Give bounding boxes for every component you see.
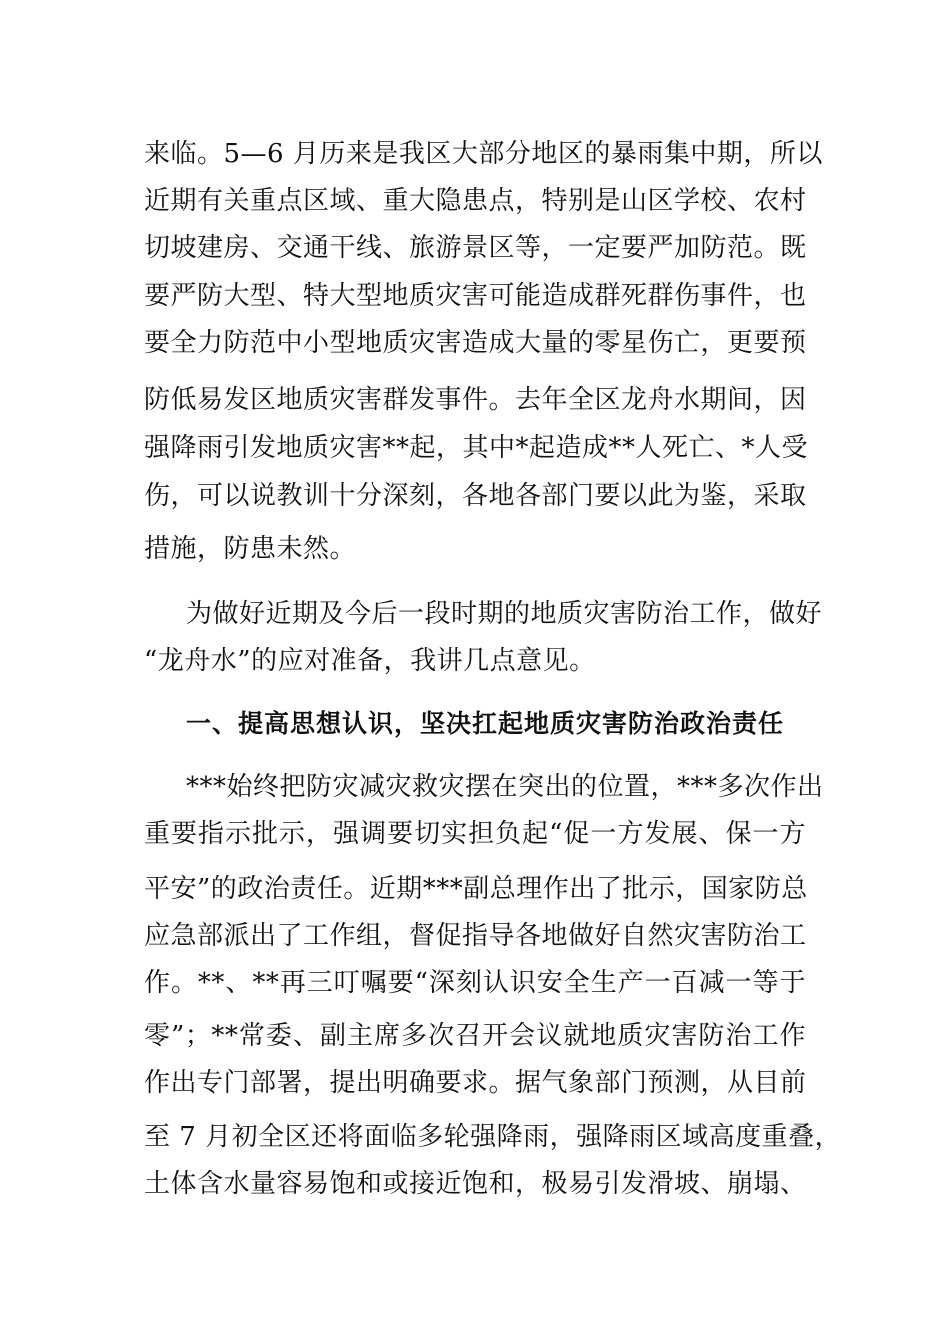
- paragraph-2-line-2: “龙舟水”的应对准备，我讲几点意见。: [144, 646, 596, 676]
- paragraph-1-line-9: 措施，防患未然。: [144, 534, 357, 564]
- paragraph-3-line-7: 作出专门部署，提出明确要求。据气象部门预测，从目前: [144, 1068, 807, 1098]
- paragraph-3-line-8: 至 7 月初全区还将面临多轮强降雨，强降雨区域高度重叠，: [144, 1122, 842, 1152]
- paragraph-1-line-1: 来临。5—6 月历来是我区大部分地区的暴雨集中期，所以: [144, 139, 823, 169]
- paragraph-1-line-2: 近期有关重点区域、重大隐患点，特别是山区学校、农村: [144, 186, 807, 216]
- paragraph-3-line-9: 土体含水量容易饱和或接近饱和，极易引发滑坡、崩塌、: [144, 1169, 807, 1199]
- paragraph-3-line-3: 平安”的政治责任。近期***副总理作出了批示，国家防总: [144, 874, 808, 904]
- paragraph-3-line-5: 作。**、**再三叮嘱要“深刻认识安全生产一百减一等于: [144, 968, 806, 998]
- paragraph-3-line-2: 重要指示批示，强调要切实担负起“促一方发展、保一方: [144, 819, 806, 849]
- paragraph-1-line-4: 要严防大型、特大型地质灾害可能造成群死群伤事件，也: [144, 281, 807, 311]
- paragraph-1-line-5: 要全力防范中小型地质灾害造成大量的零星伤亡，更要预: [144, 328, 807, 358]
- paragraph-1-line-7: 强降雨引发地质灾害**起，其中*起造成**人死亡、*人受: [144, 433, 809, 463]
- paragraph-3-line-6: 零”；**常委、副主席多次召开会议就地质灾害防治工作: [144, 1021, 806, 1051]
- paragraph-1-line-8: 伤，可以说教训十分深刻，各地各部门要以此为鉴，采取: [144, 481, 807, 511]
- paragraph-3-line-4: 应急部派出了工作组，督促指导各地做好自然灾害防治工: [144, 921, 807, 951]
- section-heading-1: 一、提高思想认识，坚决扛起地质灾害防治政治责任: [186, 709, 785, 738]
- paragraph-1-line-3: 切坡建房、交通干线、旅游景区等，一定要严加防范。既: [144, 233, 807, 263]
- paragraph-2-line-1: 为做好近期及今后一段时期的地质灾害防治工作，做好: [186, 599, 823, 629]
- paragraph-3-line-1: ***始终把防灾减灾救灾摆在突出的位置，***多次作出: [186, 772, 824, 802]
- paragraph-1-line-6: 防低易发区地质灾害群发事件。去年全区龙舟水期间，因: [144, 385, 807, 415]
